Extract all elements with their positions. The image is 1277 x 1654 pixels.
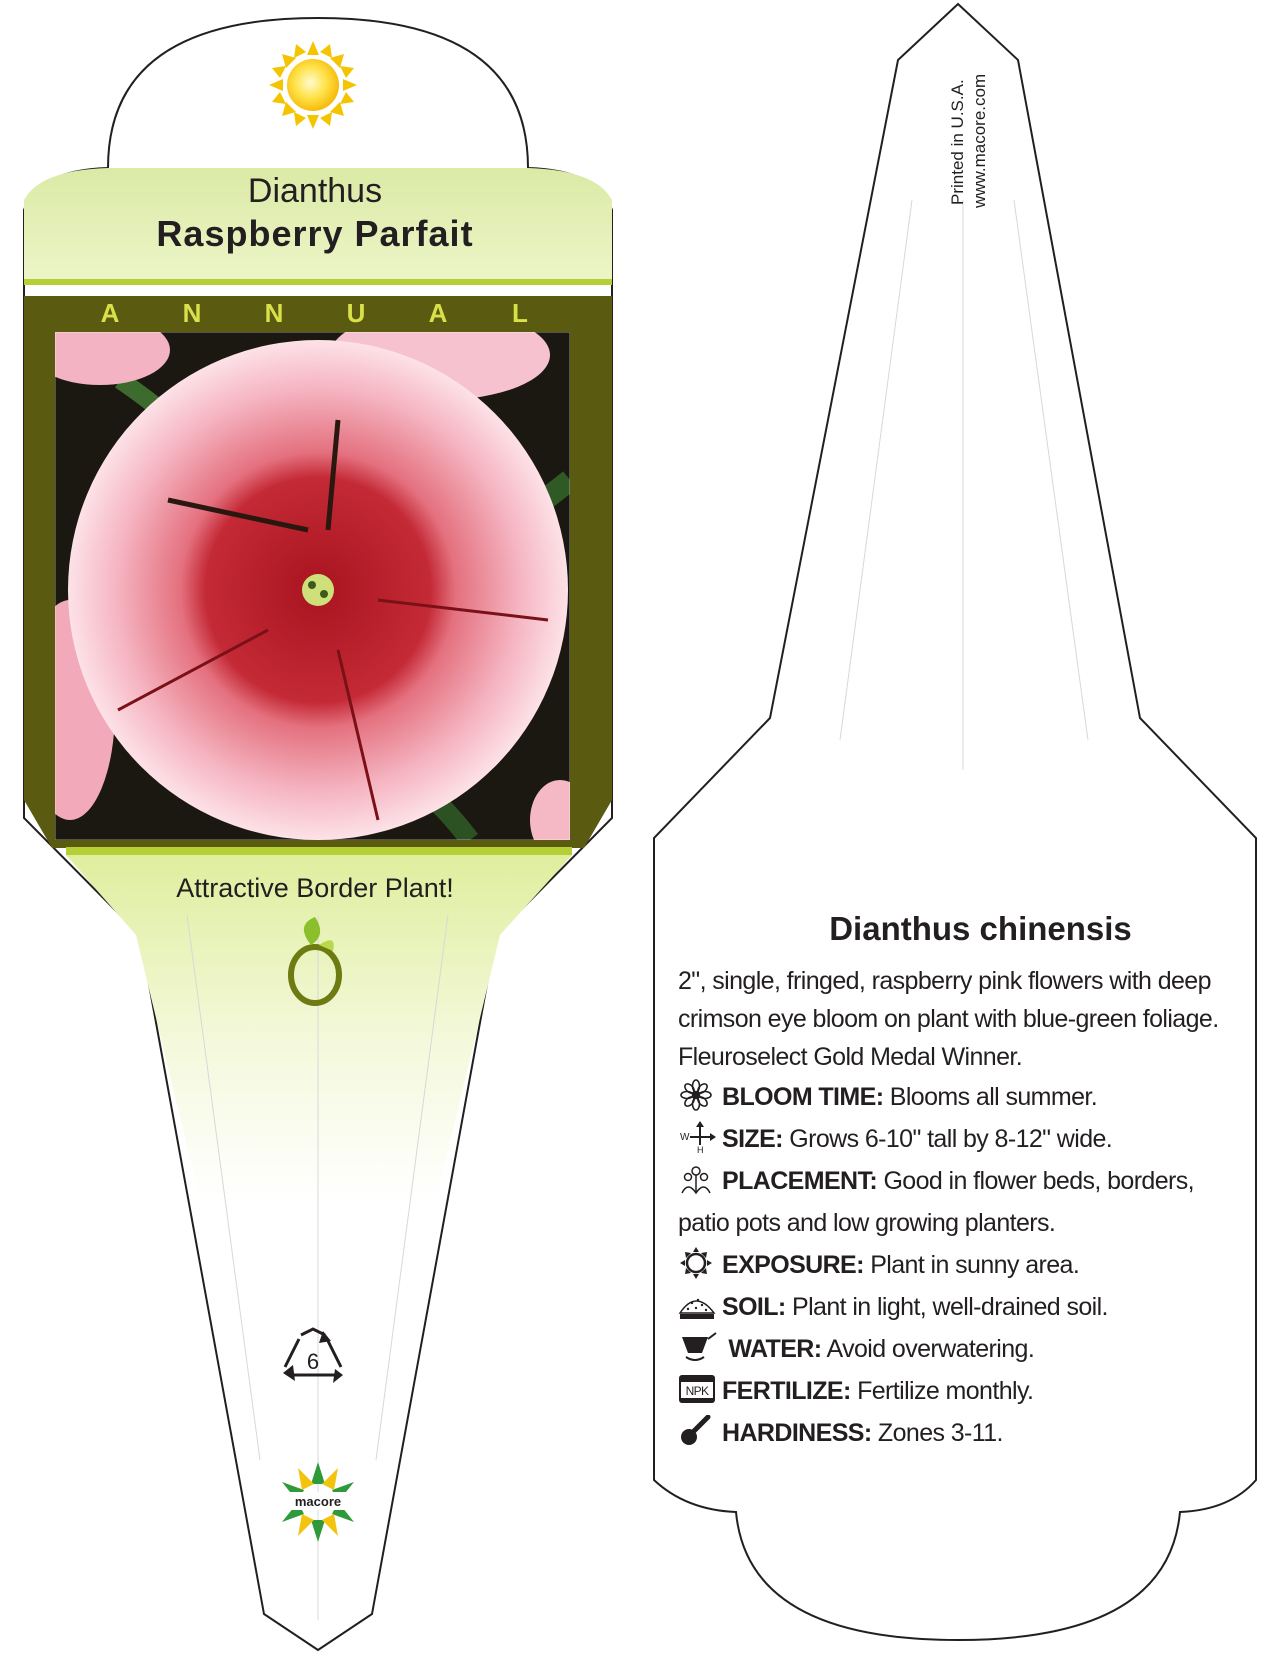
website: www.macore.com xyxy=(970,73,989,208)
flower-photo xyxy=(25,310,590,860)
genus-title: Dianthus xyxy=(247,172,383,210)
care-text: Blooms all summer. xyxy=(883,1083,1098,1111)
plant-type-letter: L xyxy=(512,298,528,328)
care-label: BLOOM TIME: xyxy=(722,1083,884,1111)
care-row-soil xyxy=(678,1286,1238,1328)
care-text: Plant in sunny area. xyxy=(863,1251,1080,1279)
plant-type-letter: U xyxy=(346,298,366,328)
care-info xyxy=(678,910,1238,1454)
care-label: FERTILIZE: xyxy=(722,1377,851,1405)
plant-type-letter: A xyxy=(100,298,120,328)
tagline: Attractive Border Plant! xyxy=(176,873,454,903)
size-icon xyxy=(678,1121,718,1153)
size-h-letter: H xyxy=(697,1145,703,1153)
recycle-number: 6 xyxy=(306,1349,320,1374)
npk-icon xyxy=(678,1373,718,1405)
tagline-band xyxy=(66,855,572,1200)
size-w-letter: W xyxy=(680,1132,689,1143)
care-label: PLACEMENT: xyxy=(722,1167,878,1195)
plant-type-letter: A xyxy=(428,298,448,328)
care-text: Fertilize monthly. xyxy=(850,1377,1034,1405)
sun-icon xyxy=(678,1247,718,1279)
care-row-placement xyxy=(678,1160,1238,1244)
thermometer-icon xyxy=(678,1415,718,1447)
variety-title: Raspberry Parfait xyxy=(156,213,474,254)
care-row-fertilize xyxy=(678,1370,1238,1412)
care-row-size xyxy=(678,1118,1238,1160)
care-row-exposure xyxy=(678,1244,1238,1286)
care-row-water xyxy=(678,1328,1238,1370)
bloom-icon xyxy=(678,1079,718,1111)
care-label: EXPOSURE: xyxy=(722,1251,864,1279)
care-row-hardiness xyxy=(678,1412,1238,1454)
printed-in-usa: Printed in U.S.A. xyxy=(948,79,967,205)
plant-type-label xyxy=(95,298,535,329)
tagline-rule xyxy=(66,847,572,855)
placement-icon xyxy=(678,1163,718,1195)
care-list xyxy=(678,1076,1238,1454)
care-text: Plant in light, well-drained soil. xyxy=(785,1293,1108,1321)
care-label: SOIL: xyxy=(722,1293,786,1321)
plant-description: 2", single, fringed, raspberry pink flowers with deep crimson eye bloom on plant with blue-green foliage. Fleuroselect Gold Medal Winner. xyxy=(678,967,1219,1071)
care-row-bloom xyxy=(678,1076,1238,1118)
watering-can-icon xyxy=(678,1331,718,1363)
plant-type-letter: N xyxy=(182,298,202,328)
botanical-name: Dianthus chinensis xyxy=(829,910,1132,947)
care-text: Good in flower beds, borders, patio pots and low growing planters. xyxy=(678,1167,1195,1237)
plant-type-letter: N xyxy=(264,298,284,328)
care-text: Avoid overwatering. xyxy=(821,1335,1035,1363)
header-rule xyxy=(24,279,612,285)
care-label: SIZE: xyxy=(722,1125,783,1153)
care-label: HARDINESS: xyxy=(722,1419,872,1447)
npk-label: NPK xyxy=(685,1384,709,1398)
sun-icon xyxy=(269,41,357,129)
soil-icon xyxy=(678,1289,718,1321)
care-label: WATER: xyxy=(722,1335,822,1363)
care-text: Grows 6-10" tall by 8-12" wide. xyxy=(782,1125,1113,1153)
care-text: Zones 3-11. xyxy=(871,1419,1003,1447)
macore-logo-text: macore xyxy=(294,1494,342,1509)
